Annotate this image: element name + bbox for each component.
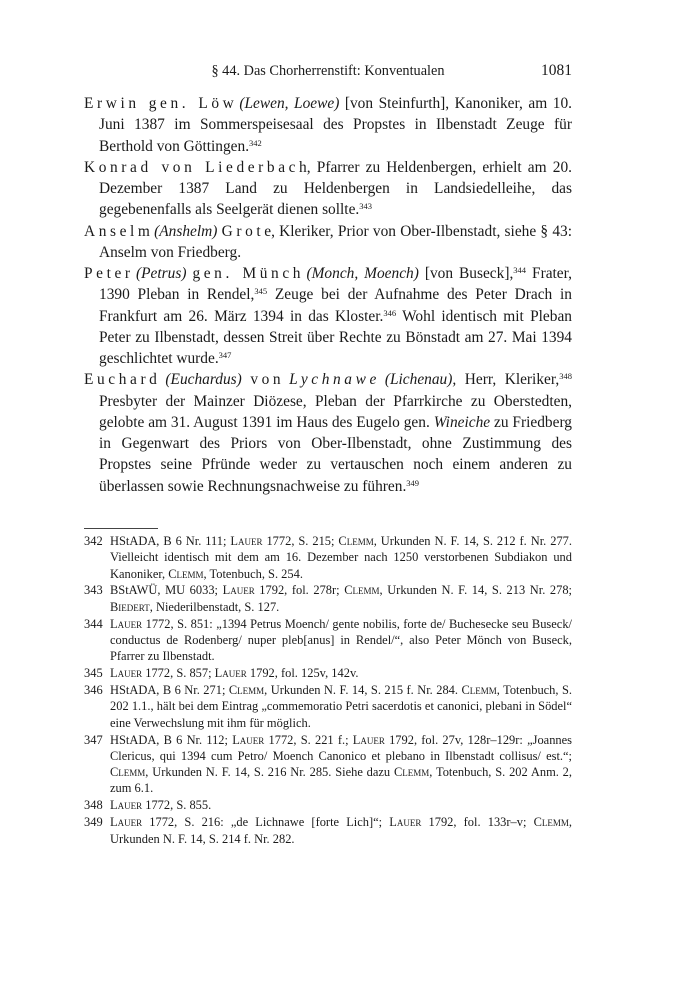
- name-variants: (Petrus): [136, 265, 187, 282]
- footnote-number: 346: [84, 683, 103, 698]
- person-name: Konrad von Liederbach: [84, 158, 311, 176]
- footnote-349: [84, 814, 572, 847]
- entry-text: [von Buseck],: [418, 265, 514, 282]
- author-name: Clemm: [533, 815, 569, 830]
- author-name: Lauer: [110, 798, 143, 813]
- author-name: Lauer: [110, 815, 143, 830]
- footnote-ref: 344: [513, 265, 527, 275]
- entry-euchard: [84, 369, 572, 497]
- footnote-number: 344: [84, 616, 103, 631]
- footnote-text: HStADA, B 6 Nr. 271;: [110, 683, 229, 698]
- footnote-text: 1792, fol. 278r;: [254, 583, 345, 598]
- footnote-text: , Totenbuch, S. 202 1.1., hält bei dem Eintrag „commemoratio Petri sacerdotis et canonici, plebani in Södel“ eine Verwechslung mit ihm für möglich.: [110, 683, 572, 730]
- footnote-text: 1792, fol. 27v, 128r–129r: „Joannes Clericus, qui 1394 cum Petro/ Moench Canonico et plebano in Ilbenstadt collisus/ est.“;: [110, 732, 572, 763]
- entry-text: Frater, 1390 Pleban in Rendel,: [99, 265, 572, 304]
- footnote-text: , Niederilbenstadt, S. 127.: [149, 599, 280, 614]
- footnote-343: [84, 582, 572, 615]
- footnote-number: 345: [84, 666, 103, 681]
- author-name: Lauer: [222, 583, 255, 598]
- person-name: Euchard: [84, 371, 161, 389]
- footnote-text: 1792, fol. 133r–v;: [421, 815, 534, 830]
- entry-erwin: [84, 93, 572, 157]
- name-particle: von: [250, 371, 285, 389]
- entry-text: Presbyter der Mainzer Diözese, Pleban der Pfarrkirche zu Oberstedten, gelobte am 31. August 1391 im Haus des Eugelo gen.: [99, 392, 572, 431]
- footnote-ref: 349: [406, 477, 420, 488]
- footnote-number: 347: [84, 732, 103, 747]
- author-name: Lauer: [110, 666, 143, 681]
- name-variants: (Lichenau),: [384, 371, 457, 389]
- footnote-text: , Urkunden N. F. 14, S. 216 Nr. 285. Siehe dazu: [145, 765, 394, 780]
- person-name: Erwin gen. Löw: [84, 95, 238, 112]
- footnote-number: 343: [84, 583, 103, 598]
- author-name: Clemm: [168, 566, 204, 581]
- author-name: Clemm: [338, 534, 374, 548]
- author-name: Clemm: [228, 683, 265, 698]
- footnote-ref: 347: [218, 350, 232, 360]
- footnote-ref: 343: [359, 201, 373, 212]
- footnote-text: , Urkunden N. F. 14, S. 213 Nr. 278;: [379, 583, 572, 598]
- author-name: Clemm: [110, 765, 146, 780]
- footnote-ref: 342: [249, 137, 262, 148]
- author-name: Lauer: [214, 666, 247, 681]
- footnote-345: [84, 665, 572, 681]
- footnote-text: 1772, S. 215;: [262, 534, 339, 548]
- footnote-347: [84, 732, 572, 797]
- entry-konrad: [84, 157, 572, 221]
- author-name: Lauer: [230, 534, 263, 548]
- person-name: Peter: [84, 265, 134, 282]
- person-name: Anselm: [84, 222, 154, 240]
- footnote-text: , Totenbuch, S. 254.: [203, 566, 303, 581]
- footnote-text: HStADA, B 6 Nr. 111;: [110, 534, 231, 548]
- author-name: Clemm: [393, 765, 430, 780]
- footnote-344: [84, 616, 572, 665]
- author-name: Lauer: [110, 616, 143, 631]
- footnote-text: , Urkunden N. F. 14, S. 215 f. Nr. 284.: [264, 683, 462, 698]
- italic-term: Wineiche: [433, 413, 491, 431]
- footnote-ref: 348: [559, 371, 572, 382]
- main-text: [84, 93, 572, 497]
- footnote-number: 349: [84, 815, 103, 830]
- footnote-346: [84, 682, 572, 731]
- entry-text: [von Steinfurth], Kanoniker, am 10. Juni 1387 im Sommerspeisesaal des Propstes in Ilbenstadt Zeuge für Berthold von Göttingen.: [99, 95, 572, 155]
- footnote-text: 1772, S. 855.: [142, 798, 212, 813]
- name-variants: (Monch, Moench): [306, 265, 419, 282]
- author-name: Lauer: [352, 732, 385, 747]
- footnote-text: 1772, S. 216: „de Lichnawe [forte Lich]“;: [142, 815, 390, 830]
- footnote-text: , Totenbuch, S. 202 Anm. 2, zum 6.1.: [110, 765, 572, 796]
- footnote-rule: [84, 528, 158, 529]
- name-variants: (Anshelm): [154, 222, 218, 240]
- entry-text: zu Friedberg in Gegenwart des Priors von Ober-Ilbenstadt, ohne Zustimmung des Propstes seine Pfründe weder zu vertauschen noch einem anderen zu überlassen sowie Rechnungsnachweise zu führen.: [99, 413, 572, 495]
- entry-peter: [84, 263, 572, 369]
- author-name: Clemm: [461, 683, 497, 698]
- person-surname: gen. Münch: [192, 265, 305, 282]
- footnote-text: 1772, S. 221 f.;: [264, 732, 353, 747]
- running-header: [84, 62, 572, 84]
- footnote-text: 1792, fol. 125v, 142v.: [246, 666, 359, 681]
- entry-text: , Pfarrer zu Heldenbergen, erhielt am 20. Dezember 1387 Land zu Heldenbergen in Landsiedelleihe, das gegebenenfalls als Seelgerät dienen sollte.: [99, 158, 572, 219]
- entry-text: , Kleriker, Prior von Ober-Ilbenstadt, siehe § 43: Anselm von Friedberg.: [99, 222, 572, 261]
- footnotes: [84, 533, 572, 847]
- footnote-342: [84, 533, 572, 582]
- entry-anselm: [84, 221, 572, 264]
- footnote-text: 1772, S. 851: „1394 Petrus Moench/ gente nobilis, forte de/ Buchesecke seu Buseck/ conductus de Rodenberg/ nuper pleb[anus] in Rendel/“, also Peter Mönch von Buseck, Pfarrer zu Ilbenstadt.: [110, 616, 572, 664]
- name-variants: (Euchardus): [165, 371, 242, 389]
- footnote-text: , Urkunden N. F. 14, S. 212 f. Nr. 277. Vielleicht identisch mit dem am 16. Dezember nach 1250 verstorbenen Subdiakon und Kanoniker,: [110, 534, 572, 581]
- place-name: Lychnawe: [289, 371, 380, 389]
- footnote-text: 1772, S. 857;: [142, 666, 215, 681]
- entry-text: Wohl identisch mit Pleban Peter zu Ilbenstadt, dessen Streit über Rechte zu Bönstadt am 27. Mai 1394 geschlichtet wurde.: [99, 307, 572, 367]
- page-number: 1081: [541, 62, 572, 79]
- footnote-348: [84, 797, 572, 813]
- entry-text: Zeuge bei der Aufnahme des Peter Drach in Frankfurt am 26. März 1394 in das Kloster.: [99, 286, 572, 325]
- author-name: Lauer: [232, 732, 265, 747]
- footnote-number: 348: [84, 798, 103, 813]
- entry-text: Herr, Kleriker,: [456, 371, 560, 389]
- footnote-text: HStADA, B 6 Nr. 112;: [110, 732, 233, 747]
- footnote-ref: 345: [254, 286, 268, 297]
- person-surname: Grote: [221, 222, 275, 240]
- author-name: Biedert: [110, 599, 150, 614]
- header-title: § 44. Das Chorherrenstift: Konventualen: [211, 63, 445, 79]
- footnote-number: 342: [84, 534, 103, 548]
- footnote-ref: 346: [383, 307, 397, 318]
- name-variants: (Lewen, Loewe): [239, 95, 340, 112]
- author-name: Clemm: [344, 583, 380, 598]
- footnote-text: , Urkunden N. F. 14, S. 214 f. Nr. 282.: [110, 815, 572, 846]
- footnote-text: BStAWÜ, MU 6033;: [110, 583, 223, 598]
- author-name: Lauer: [389, 815, 422, 830]
